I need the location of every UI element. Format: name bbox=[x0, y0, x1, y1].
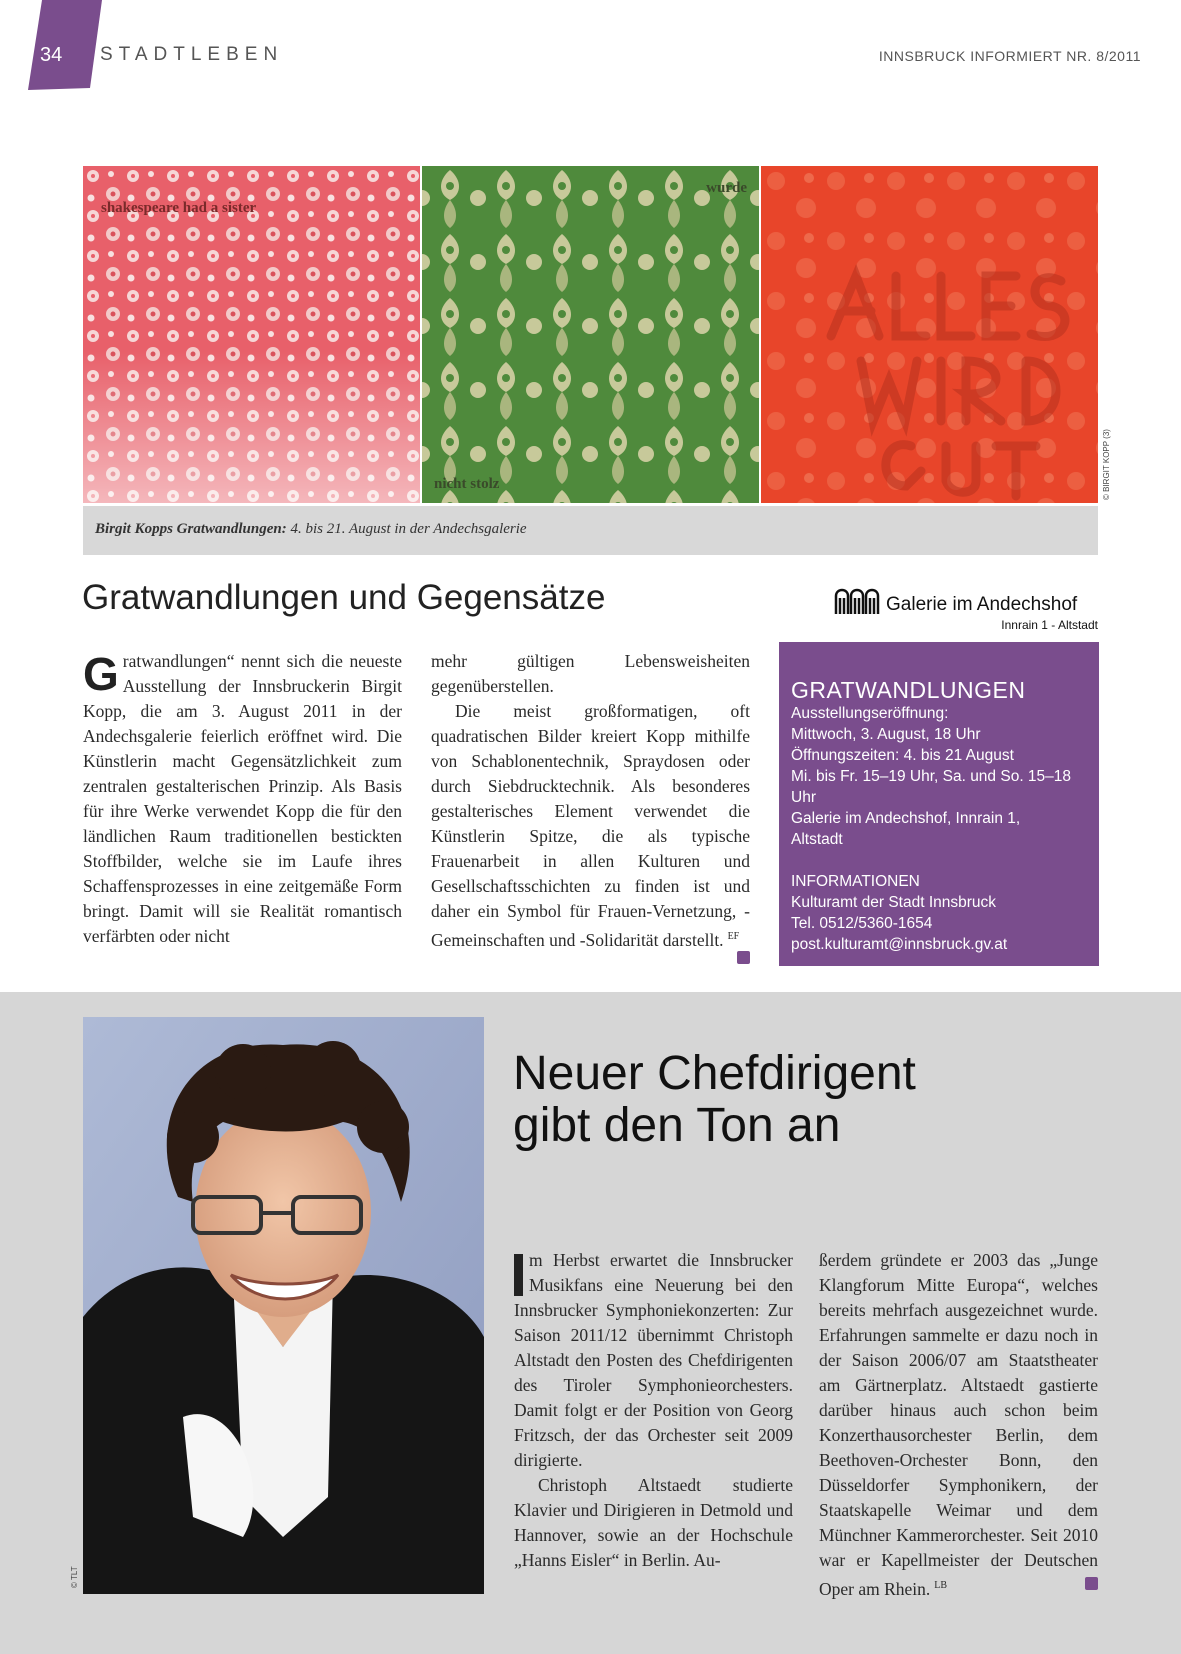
issue-label: INNSBRUCK INFORMIERT NR. 8/2011 bbox=[878, 48, 1141, 64]
alles-wird-gut-icon bbox=[761, 166, 1098, 503]
info-line: Öffnungszeiten: 4. bis 21 August bbox=[791, 747, 1014, 764]
conductor-portrait-icon bbox=[83, 1017, 484, 1594]
artwork-damask-green bbox=[422, 166, 759, 503]
page-number: 34 bbox=[40, 44, 63, 66]
article-column-2 bbox=[431, 649, 750, 953]
info-line: Mi. bis Fr. 15–19 Uhr, Sa. und So. 15–18 Uhr bbox=[791, 768, 1072, 806]
photo-credit: © BIRGIT KOPP (3) bbox=[1102, 429, 1111, 500]
end-mark-icon bbox=[737, 951, 750, 964]
article-paragraph bbox=[431, 699, 750, 953]
article-column-2 bbox=[819, 1248, 1098, 1602]
info-line: Galerie im Andechshof, Innrain 1, bbox=[791, 810, 1021, 827]
article-paragraph: mehr gültigen Lebensweisheiten gegenüberstellen. bbox=[431, 651, 750, 696]
gallery-name: Galerie im Andechshof bbox=[886, 594, 1078, 615]
article-headline bbox=[513, 1048, 916, 1152]
article-column-1 bbox=[83, 649, 402, 949]
article-text: ßerdem gründete er 2003 das „Junge Klangforum Mitte Europa“, welches bereits mehrfach ausgezeichnet wurde. Erfahrungen sammelte er dazu noch in der Saison 2006/07 am Staatstheater am Gärtnerplatz. Altstaedt gastierte darüber hinaus auch schon beim Konzerthausorchester Berlin, dem Beethoven-Orchester Bonn, den Düsseldorfer Symphonikern, der Staatskapelle Weimar und dem Münchner Kammerorchester. Seit 2010 war er Kapellmeister der Deutschen Oper am Rhein. bbox=[819, 1250, 1098, 1599]
artwork-text-bottom: nicht stolz bbox=[434, 476, 500, 492]
dropcap-i bbox=[514, 1254, 523, 1296]
info-subtitle: INFORMATIONEN bbox=[791, 873, 920, 890]
info-box-title: GRATWANDLUNGEN bbox=[791, 677, 1026, 703]
author-initials: LB bbox=[934, 1580, 948, 1591]
artwork-orange bbox=[761, 166, 1098, 503]
article-text: Die meist großformatigen, oft quadratischen Bilder kreiert Kopp mithilfe von Schablonentechnik, Spraydosen oder durch Siebdrucktechnik. Als besonderes gestalterisches Element verwendet die Künstlerin Spitze, die als typische Frauenarbeit in allen Kulturen und Gesellschaftsschichten zu finden ist und daher ein Symbol für Frauen-Vernetzung, -Gemeinschaften und -Solidarität darstellt. bbox=[431, 701, 750, 950]
article-text: ratwandlungen“ nennt sich die neueste Ausstellung der Innsbruckerin Birgit Kopp, die am 3. August 2011 in der Andechsgalerie feierlich eröffnet wird. Die Künstlerin macht Gegensätzlichkeit zum zentralen gestalterischen Prinzip. Als Basis für ihre Werke verwendet Kopp die für den ländlichen Raum traditionellen bestickten Stoffbilder, welche sie im Laufe ihres Schaffensprozesses in eine zeitgemäße Form bringt. Damit will sie Realität romantisch verfärbten oder nicht bbox=[83, 651, 402, 946]
info-line: Altstadt bbox=[791, 831, 843, 848]
headline-line: gibt den Ton an bbox=[513, 1099, 841, 1152]
info-phone: Tel. 0512/5360-1654 bbox=[791, 915, 933, 932]
gallery-address: Innrain 1 - Altstadt bbox=[1001, 618, 1098, 632]
article-paragraph bbox=[819, 1248, 1098, 1602]
article-headline: Gratwandlungen und Gegensätze bbox=[82, 578, 606, 617]
caption-bold: Birgit Kopps Gratwandlungen: bbox=[95, 521, 287, 537]
artwork-floral-red bbox=[83, 166, 420, 503]
artwork-text: shakespeare had a sister bbox=[101, 200, 257, 216]
info-box bbox=[779, 642, 1099, 966]
author-initials: EF bbox=[727, 931, 740, 942]
article-column-1 bbox=[514, 1248, 793, 1573]
caption-text: 4. bis 21. August in der Andechsgalerie bbox=[286, 521, 527, 537]
portrait-photo bbox=[83, 1017, 484, 1594]
headline-line: Neuer Chefdirigent bbox=[513, 1047, 916, 1100]
info-email: post.kulturamt@innsbruck.gv.at bbox=[791, 936, 1008, 953]
dropcap: G bbox=[83, 648, 119, 700]
section-title: STADTLEBEN bbox=[100, 44, 284, 65]
article-text: m Herbst erwartet die Innsbrucker Musikfans eine Neuerung bei den Innsbrucker Symphoniekonzerten: Zur Saison 2011/12 übernimmt Christoph Altstadt den Posten des Chefdirigenten des Tiroler Symphonieorchesters. Damit folgt er der Position von Georg Fritzsch, der das Orchester seit 2009 dirigierte. bbox=[514, 1250, 793, 1470]
info-line: Kulturamt der Stadt Innsbruck bbox=[791, 894, 997, 911]
gallery-arches-icon bbox=[834, 586, 880, 616]
artwork-text-top: wurde bbox=[706, 180, 747, 196]
damask-pattern-icon bbox=[422, 166, 759, 503]
info-line: Mittwoch, 3. August, 18 Uhr bbox=[791, 726, 981, 743]
image-caption bbox=[83, 506, 1098, 555]
info-line: Ausstellungseröffnung: bbox=[791, 705, 949, 722]
photo-credit: © TLT bbox=[70, 1566, 79, 1588]
article-paragraph bbox=[514, 1248, 793, 1473]
gallery-logo bbox=[832, 584, 1100, 634]
end-mark-icon bbox=[1085, 1577, 1098, 1590]
article-paragraph: Christoph Altstaedt studierte Klavier und Dirigieren in Detmold und Hannover, sowie an der Hochschule „Hanns Eisler“ in Berlin. Au- bbox=[514, 1475, 793, 1570]
